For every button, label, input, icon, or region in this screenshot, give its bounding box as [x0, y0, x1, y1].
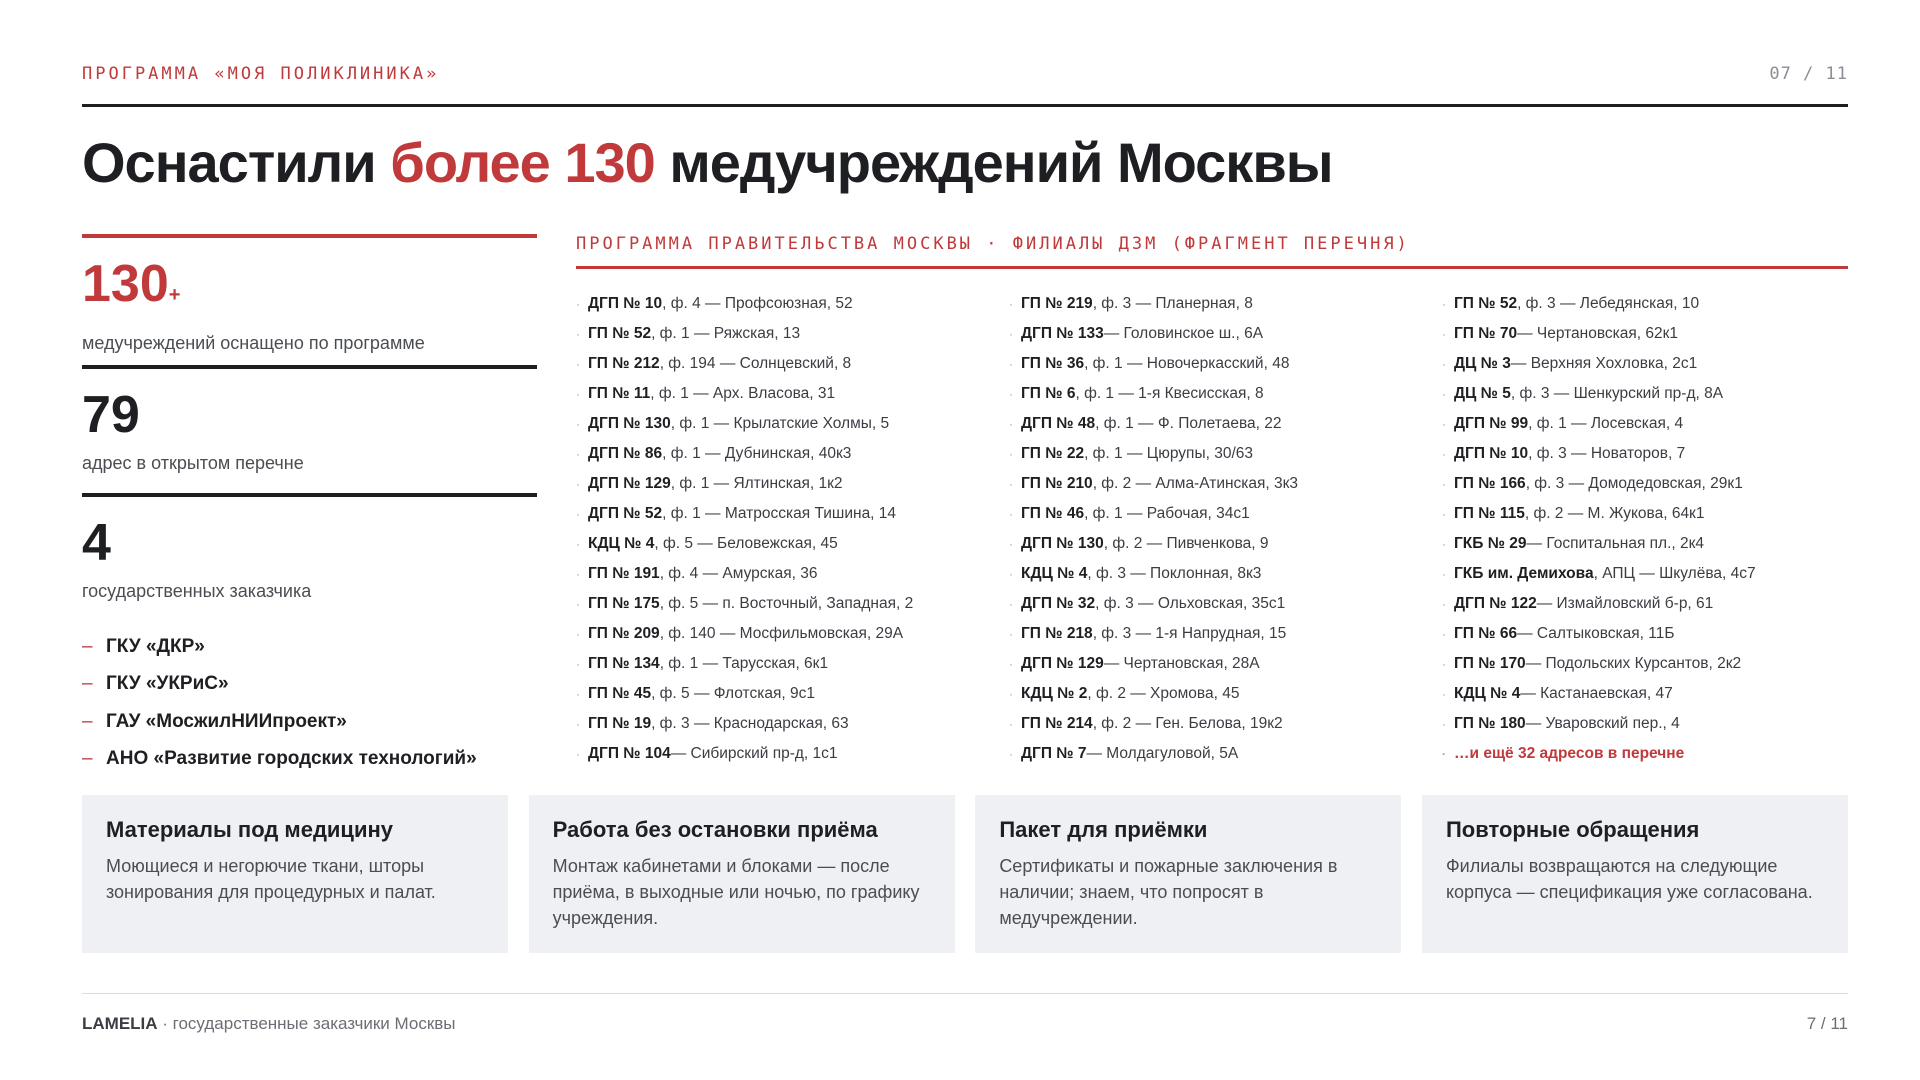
branch-name: ДЦ № 5 [1454, 385, 1511, 402]
branch-address: , ф. 1 — Ялтинская, 1к2 [670, 475, 843, 492]
branch-name: ГП № 214 [1021, 715, 1093, 732]
bullet-icon: · [576, 387, 580, 401]
card-title: Материалы под медицину [106, 817, 393, 842]
bullet-icon: · [1442, 627, 1446, 641]
bullet-icon: · [1009, 417, 1013, 431]
branch-item [1009, 589, 1442, 619]
bullet-icon: · [1009, 357, 1013, 371]
branch-item [1009, 379, 1442, 409]
branches-column [576, 289, 1009, 769]
branch-item [1009, 409, 1442, 439]
branch-address: — Чертановская, 28А [1103, 655, 1260, 672]
branch-address: , ф. 3 — Краснодарская, 63 [651, 715, 849, 732]
branch-item [1442, 709, 1848, 739]
branch-item [1009, 739, 1442, 769]
bullet-icon: · [576, 747, 580, 761]
branch-item [576, 679, 1009, 709]
branch-address: , ф. 3 — Ольховская, 35с1 [1095, 595, 1286, 612]
card-title: Работа без остановки приёма [552, 817, 878, 842]
branch-name: ГП № 66 [1454, 625, 1518, 642]
bullet-icon: · [576, 717, 580, 731]
branch-name: ГП № 22 [1021, 445, 1085, 462]
branch-address: , ф. 5 — Беловежская, 45 [654, 535, 838, 552]
branch-address: , ф. 1 — Ряжская, 13 [651, 325, 801, 342]
branch-name: ГП № 180 [1454, 715, 1526, 732]
branch-item [1009, 709, 1442, 739]
branch-item [576, 439, 1009, 469]
branch-name: ГП № 19 [588, 715, 652, 732]
branch-address: , ф. 2 — Алма-Атинская, 3к3 [1092, 475, 1299, 492]
footer-text: · государственные заказчики Москвы [157, 1014, 456, 1033]
feature-card [1422, 795, 1848, 953]
branch-address: — Госпитальная пл., 2к4 [1526, 535, 1705, 552]
branch-address: — Измайловский б-р, 61 [1536, 595, 1714, 612]
branch-address: , ф. 2 — М. Жукова, 64к1 [1524, 505, 1705, 522]
branch-name: ДГП № 52 [588, 505, 663, 522]
stats-panel [82, 234, 537, 621]
branch-address: , ф. 3 — Шенкурский пр-д, 8А [1510, 385, 1724, 402]
bullet-icon: · [1442, 477, 1446, 491]
branch-address: , ф. 1 — Рабочая, 34с1 [1084, 505, 1250, 522]
branch-address: , ф. 3 — Новаторов, 7 [1528, 445, 1686, 462]
branch-item [576, 379, 1009, 409]
bullet-icon: · [1009, 597, 1013, 611]
branch-name: ГКБ им. Демихова [1454, 565, 1594, 582]
branches-label: ПРОГРАММА ПРАВИТЕЛЬСТВА МОСКВЫ · ФИЛИАЛЫ ДЗМ (ФРАГМЕНТ ПЕРЕЧНЯ) [576, 234, 1410, 254]
branch-item [576, 499, 1009, 529]
bullet-icon: · [1009, 747, 1013, 761]
branch-address: — Уваровский пер., 4 [1525, 715, 1680, 732]
branch-name: ГП № 11 [588, 385, 651, 402]
program-kicker: ПРОГРАММА «МОЯ ПОЛИКЛИНИКА» [82, 64, 440, 84]
branch-address: — Салтыковская, 11Б [1517, 625, 1675, 642]
branch-name: ГП № 45 [588, 685, 652, 702]
branch-item [1009, 469, 1442, 499]
branch-address: , ф. 3 — Лебедянская, 10 [1517, 295, 1700, 312]
branch-address: , АПЦ — Шкулёва, 4с7 [1593, 565, 1756, 582]
bullet-icon: · [1442, 717, 1446, 731]
branches-section [576, 234, 1848, 769]
bullet-icon: · [1442, 567, 1446, 581]
branch-item [1442, 559, 1848, 589]
branch-name: ДГП № 48 [1021, 415, 1096, 432]
bullet-icon: · [1009, 447, 1013, 461]
bullet-icon: · [1009, 537, 1013, 551]
branch-name: ДГП № 130 [1021, 535, 1104, 552]
bullet-icon: · [1009, 477, 1013, 491]
card-text: Сертификаты и пожарные заключения в наличии; знаем, что попросят в медучреждении. [999, 856, 1338, 928]
bullet-icon: · [1442, 687, 1446, 701]
bullet-icon: · [1442, 297, 1446, 311]
branch-item [1009, 649, 1442, 679]
branch-name: ДГП № 86 [588, 445, 663, 462]
branch-address: , ф. 1 — 1-я Квесисская, 8 [1075, 385, 1264, 402]
branches-columns [576, 289, 1848, 769]
branch-item [576, 349, 1009, 379]
bullet-icon: · [1009, 627, 1013, 641]
bullet-icon: · [1009, 297, 1013, 311]
branch-name: ГП № 52 [1454, 295, 1518, 312]
stat-institutions [82, 234, 537, 365]
branch-address: , ф. 1 — Ф. Полетаева, 22 [1095, 415, 1282, 432]
customer-item: – ГКУ «ДКР» [82, 635, 205, 657]
stat-caption: медучреждений оснащено по программе [82, 333, 425, 353]
footer-divider [82, 993, 1848, 994]
header-divider [82, 104, 1848, 107]
more-addresses-note: · …и ещё 32 адресов в перечне [1442, 745, 1685, 762]
branch-item [1009, 529, 1442, 559]
branch-name: ДЦ № 3 [1454, 355, 1511, 372]
bullet-icon: · [1009, 657, 1013, 671]
branch-address: , ф. 1 — Цюрупы, 30/63 [1084, 445, 1253, 462]
page-counter-bottom: 7 / 11 [1806, 1014, 1848, 1033]
branch-item [576, 619, 1009, 649]
branch-name: ГП № 70 [1454, 325, 1518, 342]
branch-address: — Молдагуловой, 5А [1086, 745, 1239, 762]
brand-name: LAMELIA [82, 1014, 158, 1033]
bullet-icon: · [1442, 747, 1446, 761]
branch-address: , ф. 2 — Ген. Белова, 19к2 [1092, 715, 1283, 732]
stat-customers [82, 493, 537, 621]
branch-address: — Подольских Курсантов, 2к2 [1525, 655, 1742, 672]
bullet-icon: · [1442, 327, 1446, 341]
branch-name: ГП № 210 [1021, 475, 1093, 492]
branch-item [1442, 619, 1848, 649]
title-accent: более 130 [390, 131, 655, 194]
branch-item [1442, 319, 1848, 349]
branch-item [576, 409, 1009, 439]
branch-item [1009, 439, 1442, 469]
branch-item [1442, 439, 1848, 469]
branch-name: КДЦ № 2 [1021, 685, 1088, 702]
branch-address: , ф. 140 — Мосфильмовская, 29А [659, 625, 904, 642]
branch-item [1009, 289, 1442, 319]
branch-item [576, 739, 1009, 769]
bullet-icon: · [576, 627, 580, 641]
stat-caption: адрес в открытом перечне [82, 453, 304, 473]
bullet-icon: · [576, 417, 580, 431]
branch-item [1009, 619, 1442, 649]
branch-address: , ф. 1 — Матросская Тишина, 14 [662, 505, 897, 522]
bullet-icon: · [576, 297, 580, 311]
branch-address: , ф. 3 — Домодедовская, 29к1 [1525, 475, 1743, 492]
branches-divider [576, 266, 1848, 269]
branch-name: ГП № 170 [1454, 655, 1526, 672]
branch-name: КДЦ № 4 [1021, 565, 1088, 582]
branch-item [1442, 349, 1848, 379]
branch-item [1442, 469, 1848, 499]
bullet-icon: · [1442, 597, 1446, 611]
branch-name: КДЦ № 4 [1454, 685, 1521, 702]
branch-name: ДГП № 133 [1021, 325, 1104, 342]
footer-caption [82, 1014, 456, 1034]
branch-name: ДГП № 130 [588, 415, 671, 432]
customer-item: – ГКУ «УКРиС» [82, 673, 229, 695]
branch-address: , ф. 2 — Хромова, 45 [1087, 685, 1240, 702]
branch-item [1442, 529, 1848, 559]
bullet-icon: · [576, 597, 580, 611]
branch-address: — Сибирский пр-д, 1с1 [670, 745, 838, 762]
card-title: Повторные обращения [1445, 817, 1700, 842]
branch-address: , ф. 3 — Поклонная, 8к3 [1087, 565, 1262, 582]
bullet-icon: · [576, 687, 580, 701]
branches-column [1009, 289, 1442, 769]
bullet-icon: · [1442, 537, 1446, 551]
branch-name: ДГП № 104 [588, 745, 671, 762]
branch-item [1442, 379, 1848, 409]
branch-address: , ф. 1 — Новочеркасский, 48 [1084, 355, 1290, 372]
branch-name: ДГП № 122 [1454, 595, 1537, 612]
branch-address: , ф. 3 — 1-я Напрудная, 15 [1092, 625, 1287, 642]
branch-address: , ф. 1 — Арх. Власова, 31 [650, 385, 836, 402]
bullet-icon: · [576, 657, 580, 671]
bullet-icon: · [1009, 567, 1013, 581]
stat-value: 4 [82, 514, 111, 572]
customers-list [82, 628, 542, 778]
bullet-icon: · [576, 507, 580, 521]
branch-address: — Верхняя Хохловка, 2с1 [1510, 355, 1698, 372]
branch-name: ДГП № 99 [1454, 415, 1529, 432]
branch-name: ГП № 219 [1021, 295, 1093, 312]
branch-item [576, 559, 1009, 589]
branch-item [1009, 559, 1442, 589]
branch-address: , ф. 5 — Флотская, 9с1 [651, 685, 815, 702]
branch-item [576, 529, 1009, 559]
branch-name: ГП № 209 [588, 625, 660, 642]
branch-name: ДГП № 10 [588, 295, 663, 312]
branch-name: ГП № 191 [588, 565, 660, 582]
branch-item [1442, 289, 1848, 319]
page-title [82, 130, 1333, 195]
stat-caption: государственных заказчика [82, 581, 312, 601]
dash-icon: – [82, 673, 93, 695]
customer-item: – АНО «Развитие городских технологий» [82, 748, 477, 770]
branch-name: ДГП № 7 [1021, 745, 1087, 762]
bullet-icon: · [1009, 327, 1013, 341]
title-part-2: медучреждений Москвы [654, 131, 1333, 194]
bullet-icon: · [1442, 447, 1446, 461]
branch-name: ГП № 166 [1454, 475, 1526, 492]
branch-address: , ф. 5 — п. Восточный, Западная, 2 [659, 595, 914, 612]
branch-item [576, 319, 1009, 349]
stat-value: 130+ [82, 255, 181, 313]
branch-item [1442, 499, 1848, 529]
bullet-icon: · [576, 567, 580, 581]
branch-address: , ф. 1 — Тарусская, 6к1 [659, 655, 829, 672]
branch-address: , ф. 2 — Пивченкова, 9 [1103, 535, 1269, 552]
branch-name: ГКБ № 29 [1454, 535, 1527, 552]
branch-item [576, 649, 1009, 679]
stat-value: 79 [82, 386, 140, 444]
dash-icon: – [82, 748, 93, 770]
dash-icon: – [82, 710, 93, 732]
customer-item: – ГАУ «МосжилНИИпроект» [82, 710, 347, 732]
card-text: Монтаж кабинетами и блоками — после приёма, в выходные или ночью, по графику учреждения. [552, 856, 920, 928]
branch-address: — Кастанаевская, 47 [1520, 685, 1673, 702]
branch-address: , ф. 1 — Крылатские Холмы, 5 [670, 415, 890, 432]
bullet-icon: · [1442, 357, 1446, 371]
branch-name: ГП № 115 [1454, 505, 1525, 522]
branch-item [576, 289, 1009, 319]
branch-name: ДГП № 32 [1021, 595, 1096, 612]
page-counter-top: 07 / 11 [1769, 64, 1848, 84]
bullet-icon: · [576, 537, 580, 551]
branch-name: КДЦ № 4 [588, 535, 655, 552]
branch-name: ГП № 212 [588, 355, 660, 372]
bullet-icon: · [1442, 507, 1446, 521]
bullet-icon: · [1009, 687, 1013, 701]
branch-address: , ф. 4 — Профсоюзная, 52 [662, 295, 853, 312]
branch-item [1009, 319, 1442, 349]
branch-item [1442, 589, 1848, 619]
bullet-icon: · [1442, 657, 1446, 671]
branch-name: ГП № 46 [1021, 505, 1085, 522]
bullet-icon: · [1009, 717, 1013, 731]
branches-column [1442, 289, 1848, 769]
card-text: Филиалы возвращаются на следующие корпуса — спецификация уже согласована. [1445, 856, 1813, 902]
branch-name: ГП № 218 [1021, 625, 1093, 642]
card-text: Моющиеся и негорючие ткани, шторы зонирования для процедурных и палат. [106, 856, 436, 902]
bullet-icon: · [576, 357, 580, 371]
branch-address: , ф. 4 — Амурская, 36 [659, 565, 818, 582]
feature-card [975, 795, 1401, 953]
branch-item [1442, 649, 1848, 679]
branch-address: , ф. 194 — Солнцевский, 8 [659, 355, 852, 372]
branch-name: ДГП № 129 [588, 475, 671, 492]
branch-address: , ф. 1 — Дубнинская, 40к3 [662, 445, 852, 462]
branch-item [1009, 679, 1442, 709]
stat-addresses [82, 365, 537, 493]
branch-name: ГП № 6 [1021, 385, 1076, 402]
feature-card [529, 795, 955, 953]
branch-address: , ф. 1 — Лосевская, 4 [1528, 415, 1684, 432]
branch-address: — Головинское ш., 6А [1103, 325, 1264, 342]
branch-name: ДГП № 10 [1454, 445, 1529, 462]
branch-item [1442, 679, 1848, 709]
branch-name: ГП № 175 [588, 595, 660, 612]
bullet-icon: · [1009, 507, 1013, 521]
branch-address: , ф. 3 — Планерная, 8 [1092, 295, 1253, 312]
branch-item [1009, 349, 1442, 379]
feature-cards [82, 795, 1848, 953]
feature-card [82, 795, 508, 953]
dash-icon: – [82, 635, 93, 657]
branch-item [576, 589, 1009, 619]
branch-item [1009, 499, 1442, 529]
branch-item [576, 709, 1009, 739]
card-title: Пакет для приёмки [999, 817, 1208, 842]
stat-suffix: + [168, 284, 181, 306]
branch-name: ДГП № 129 [1021, 655, 1104, 672]
bullet-icon: · [1442, 387, 1446, 401]
bullet-icon: · [576, 447, 580, 461]
branch-name: ГП № 52 [588, 325, 652, 342]
bullet-icon: · [576, 477, 580, 491]
bullet-icon: · [576, 327, 580, 341]
title-part-1: Оснастили [82, 131, 391, 194]
branch-name: ГП № 36 [1021, 355, 1085, 372]
branch-item [1442, 409, 1848, 439]
bullet-icon: · [1442, 417, 1446, 431]
branch-address: — Чертановская, 62к1 [1517, 325, 1679, 342]
bullet-icon: · [1009, 387, 1013, 401]
branch-item [576, 469, 1009, 499]
branch-name: ГП № 134 [588, 655, 660, 672]
header [82, 64, 1848, 86]
